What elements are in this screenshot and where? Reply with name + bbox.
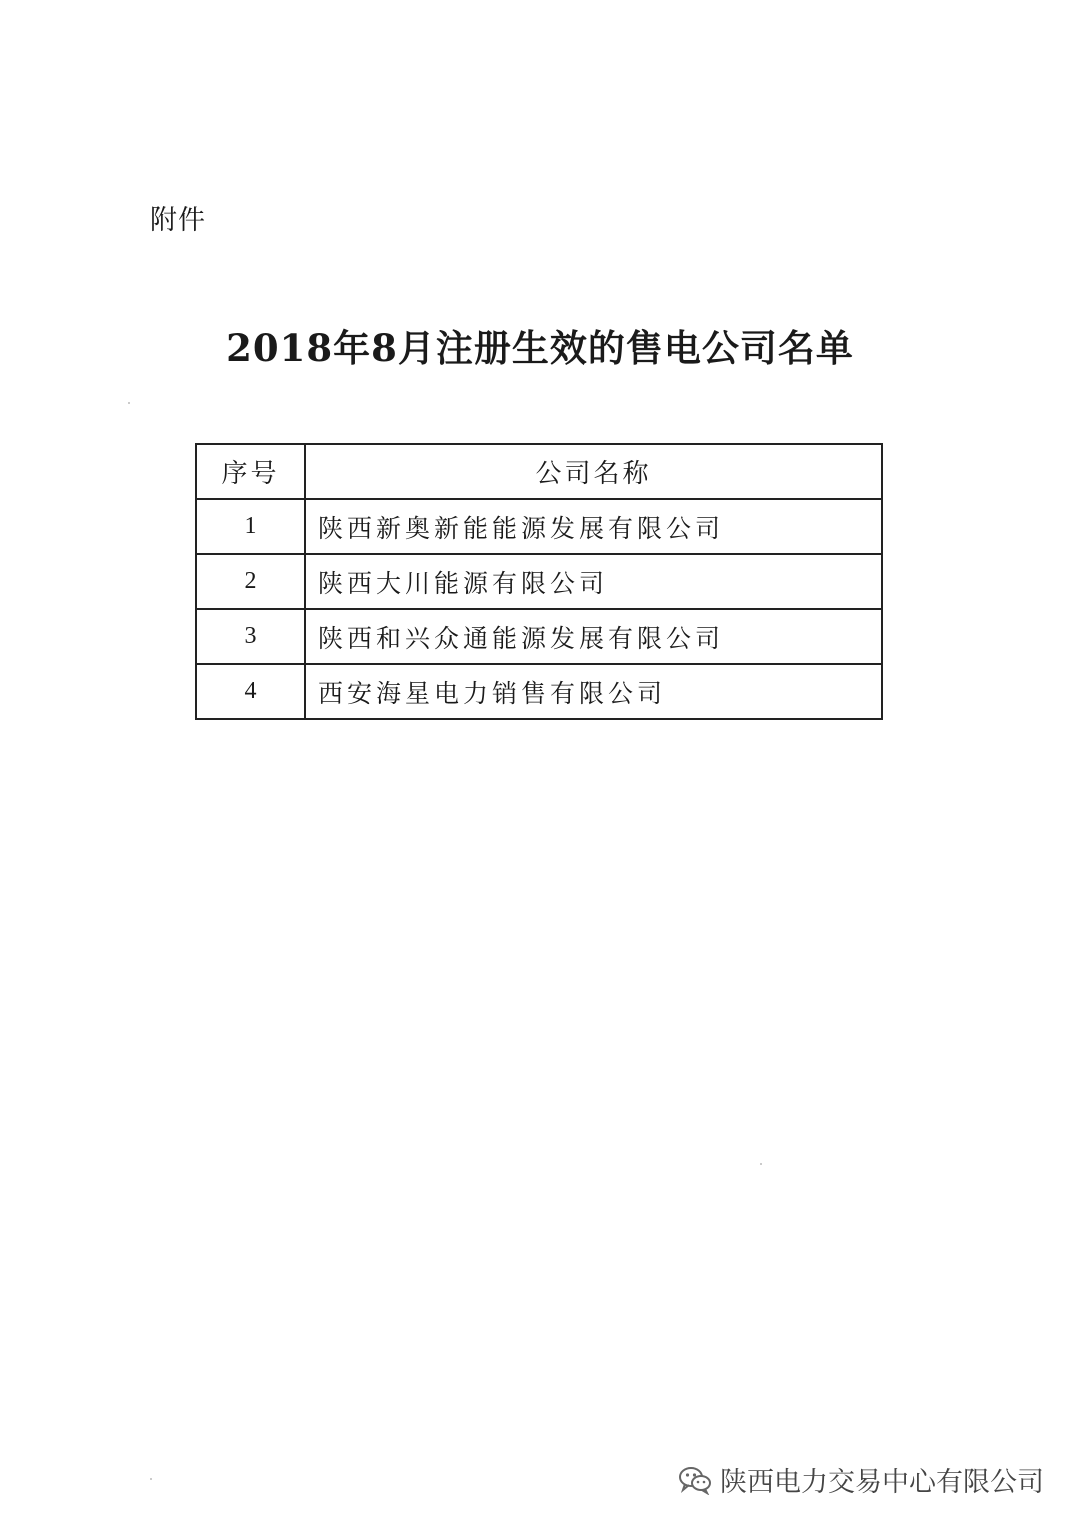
header-index: 序号: [196, 444, 305, 499]
table-row: [196, 609, 882, 664]
row-index: 3: [196, 609, 305, 664]
scan-speck: [128, 402, 130, 404]
scan-speck: [760, 1163, 762, 1165]
company-table: [195, 443, 883, 720]
wechat-icon: [678, 1465, 712, 1495]
scan-speck: [150, 1478, 152, 1480]
row-company-name: 陕西和兴众通能源发展有限公司: [305, 609, 882, 664]
watermark-text: 陕西电力交易中心有限公司: [720, 1467, 1044, 1498]
watermark: [678, 1460, 1044, 1499]
row-company-name: 西安海星电力销售有限公司: [305, 664, 882, 719]
table-header-row: [196, 444, 882, 499]
document-title: 2018年8月注册生效的售电公司名单: [226, 326, 854, 370]
table-row: [196, 554, 882, 609]
row-company-name: 陕西大川能源有限公司: [305, 554, 882, 609]
table-row: [196, 664, 882, 719]
row-company-name: 陕西新奥新能能源发展有限公司: [305, 499, 882, 554]
attachment-label: 附件: [150, 205, 206, 236]
header-company-name: 公司名称: [305, 444, 882, 499]
row-index: 1: [196, 499, 305, 554]
row-index: 4: [196, 664, 305, 719]
table-row: [196, 499, 882, 554]
row-index: 2: [196, 554, 305, 609]
